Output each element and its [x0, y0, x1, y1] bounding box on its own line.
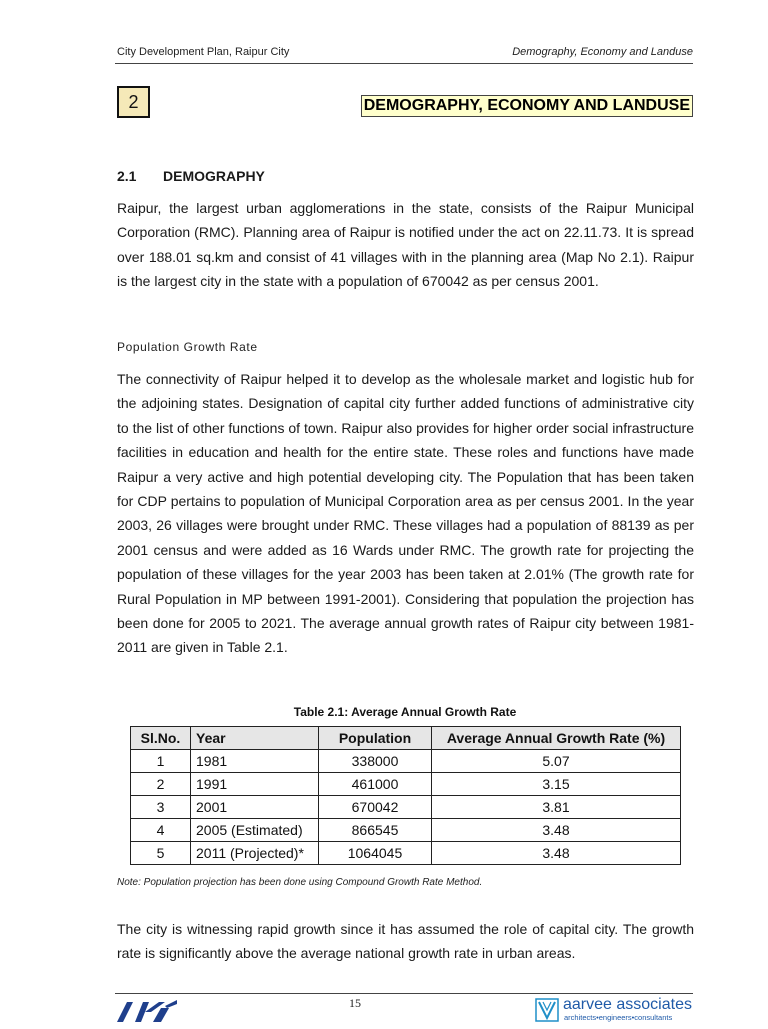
table-row [131, 819, 681, 842]
running-header-left: City Development Plan, Raipur City [117, 46, 290, 58]
cell-growth: 5.07 [432, 750, 681, 773]
table-row [131, 773, 681, 796]
aarvee-logo [533, 996, 693, 1024]
cell-growth: 3.48 [432, 842, 681, 865]
table-header-row [131, 727, 681, 750]
cell-sl: 2 [131, 773, 191, 796]
cell-population: 670042 [319, 796, 432, 819]
aarvee-logo-icon [533, 996, 561, 1024]
col-header-year: Year [191, 727, 319, 750]
cell-population: 1064045 [319, 842, 432, 865]
footer-divider [115, 993, 693, 994]
aarvee-logo-tagline: architects•engineers•consultants [564, 1013, 673, 1022]
closing-paragraph: The city is witnessing rapid growth since it has assumed the role of capital city. The growth rate is significantly above the average national growth rate in urban areas. [117, 921, 694, 962]
cell-population: 866545 [319, 819, 432, 842]
cell-growth: 3.48 [432, 819, 681, 842]
cell-year: 1981 [191, 750, 319, 773]
subheading-growth-rate: Population Growth Rate [117, 340, 258, 354]
table-row [131, 796, 681, 819]
cell-year: 2001 [191, 796, 319, 819]
aarvee-logo-name: aarvee associates [563, 996, 692, 1013]
chapter-title: DEMOGRAPHY, ECONOMY AND LANDUSE [361, 95, 693, 117]
cell-year: 1991 [191, 773, 319, 796]
growth-rate-table [130, 726, 681, 865]
cell-population: 461000 [319, 773, 432, 796]
chapter-number: 2 [128, 91, 139, 112]
cell-sl: 4 [131, 819, 191, 842]
cell-year: 2005 (Estimated) [191, 819, 319, 842]
cell-year: 2011 (Projected)* [191, 842, 319, 865]
intro-paragraph: Raipur, the largest urban agglomerations in the state, consists of the Raipur Municipal Corporation (RMC). Planning area of Raipur is notified under the act on 22.11.73. It is spread over 188.01 sq.km and consist of 41 villages with in the planning area (Map No 2.1). Raipur is the largest city in the state with a population of 670042 as per census 2001. [117, 200, 694, 290]
cell-sl: 1 [131, 750, 191, 773]
growth-paragraph: The connectivity of Raipur helped it to develop as the wholesale market and logistic hub for the adjoining states. Designation of capital city further added functions of administrative city to the list of other functions of town. Raipur also provides for higher order social infrastructure facilities in education and health for the entire state. These roles and functions have made Raipur a very active and high potential developing city. The Population that has been taken for CDP pertains to population of Municipal Corporation area as per census 2001. In the year 2003, 26 villages were brought under RMC. These villages had a population of 88139 as per 2001 census and were added as 16 Wards under RMC. The growth rate for projecting the population of these villages for the year 2003 has been taken at 2.01% (The growth rate for Rural Population in MP between 1991-2001). Considering that population the projection has been done for 2005 to 2021. The average annual growth rates of Raipur city between 1981-2011 are given in Table 2.1. [117, 371, 694, 656]
running-header-right: Demography, Economy and Landuse [512, 46, 693, 58]
table-row [131, 842, 681, 865]
cell-sl: 5 [131, 842, 191, 865]
table-note: Note: Population projection has been done using Compound Growth Rate Method. [117, 877, 483, 888]
cell-sl: 3 [131, 796, 191, 819]
section-number: 2.1 [117, 168, 137, 184]
cell-growth: 3.81 [432, 796, 681, 819]
table-caption: Table 2.1: Average Annual Growth Rate [293, 705, 517, 719]
cell-population: 338000 [319, 750, 432, 773]
page-number: 15 [349, 996, 361, 1010]
col-header-growth: Average Annual Growth Rate (%) [432, 727, 681, 750]
chapter-number-box [117, 86, 150, 118]
cell-growth: 3.15 [432, 773, 681, 796]
table-row [131, 750, 681, 773]
col-header-sl: Sl.No. [131, 727, 191, 750]
section-title: DEMOGRAPHY [163, 168, 265, 184]
col-header-population: Population [319, 727, 432, 750]
header-divider [115, 63, 693, 64]
ard-logo-icon [115, 998, 179, 1024]
